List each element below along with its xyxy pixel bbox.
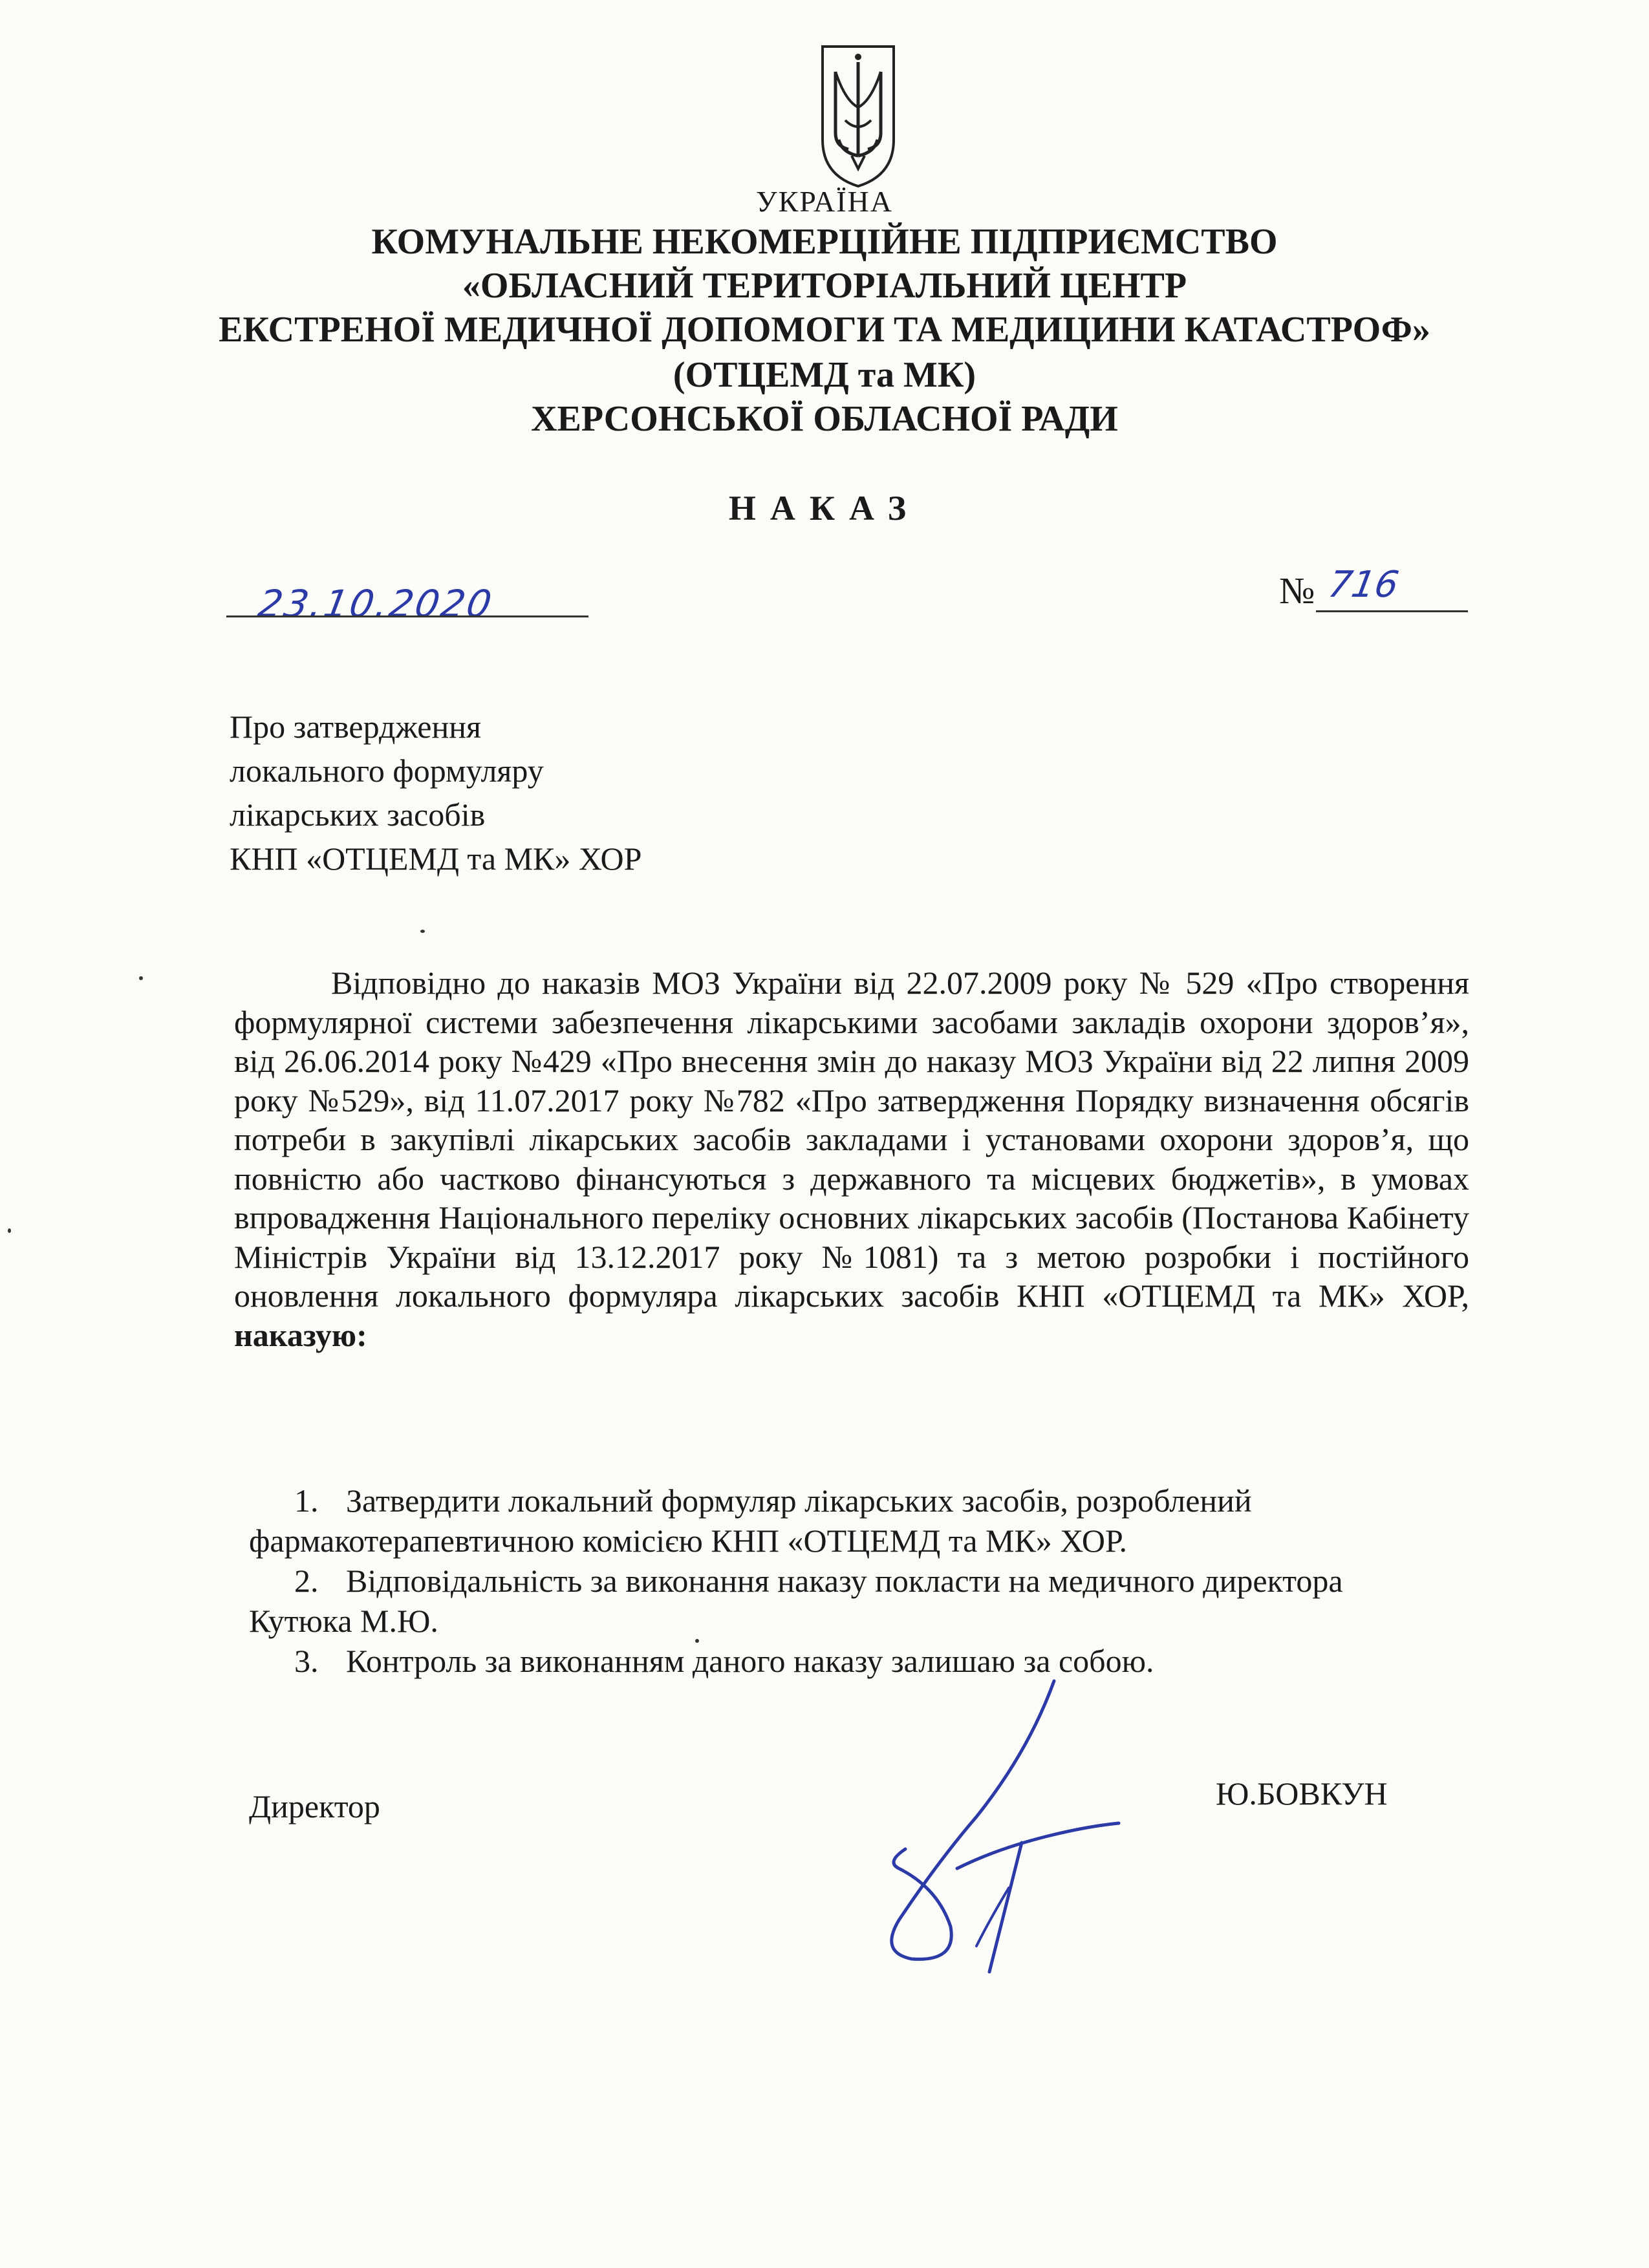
organization-line-1: КОМУНАЛЬНЕ НЕКОМЕРЦІЙНЕ ПІДПРИЄМСТВО: [371, 222, 1278, 262]
item-text: Контроль за виконанням даного наказу залишаю за собою.: [346, 1643, 1154, 1679]
item-number: 1.: [294, 1482, 319, 1519]
item-number: 2.: [294, 1563, 319, 1599]
item-text: Затвердити локальний формуляр лікарських засобів, розроблений: [346, 1482, 1252, 1519]
preamble-paragraph: [234, 963, 1469, 1354]
document-type-title: НАКАЗ: [728, 489, 921, 528]
handwritten-signature: [860, 1674, 1145, 1978]
order-word: наказую:: [234, 1316, 367, 1353]
item-number: 3.: [294, 1643, 319, 1679]
order-number-label: №: [1279, 570, 1315, 612]
order-item-1: [249, 1481, 1471, 1521]
order-item-2: [249, 1561, 1471, 1601]
order-date: 23.10.2020: [255, 582, 497, 626]
date-underline: [226, 615, 588, 617]
organization-line-3: ЕКСТРЕНОЇ МЕДИЧНОЇ ДОПОМОГИ ТА МЕДИЦИНИ КАТАСТРОФ»: [219, 310, 1430, 350]
country-name: УКРАЇНА: [756, 185, 893, 218]
order-number: 716: [1325, 564, 1402, 606]
scan-speck: [139, 976, 143, 980]
scan-speck: [420, 930, 425, 933]
subject-line: КНП «ОТЦЕМД та МК» ХОР: [230, 840, 642, 877]
subject-line: лікарських засобів: [230, 797, 486, 833]
organization-line-2: «ОБЛАСНИЙ ТЕРИТОРІАЛЬНИЙ ЦЕНТР: [462, 266, 1187, 306]
signatory-position: Директор: [249, 1788, 380, 1824]
organization-line-5: ХЕРСОНСЬКОЇ ОБЛАСНОЇ РАДИ: [531, 399, 1118, 439]
preamble-text: Відповідно до наказів МОЗ України від 22.07.2009 року № 529 «Про створення формулярної системи забезпечення лікарськими засобами закладів охорони здоров’я», від 26.06.2014 року №429 «Про внесення змін до наказу МОЗ України від 22 липня 2009 року №529», від 11.07.2017 року №782 «Про затвердження Порядку визначення обсягів потреби в закупівлі лікарських засобів закладами і установами охорони здоров’я, що повністю або частково фінансуються з державного та місцевих бюджетів», в умовах впровадження Національного переліку основних лікарських засобів (Постанова Кабінету Міністрів України від 13.12.2017 року №1081) та з метою розробки і постійного оновлення локального формуляра лікарських засобів КНП «ОТЦЕМД та МК» ХОР,: [234, 965, 1469, 1314]
item-text: Відповідальність за виконання наказу покласти на медичного директора: [346, 1563, 1343, 1599]
number-underline: [1316, 610, 1468, 612]
signatory-name: Ю.БОВКУН: [1216, 1775, 1388, 1812]
item-text-continued: фармакотерапевтичною комісією КНП «ОТЦЕМД та МК» ХОР.: [249, 1523, 1128, 1559]
coat-of-arms-emblem: [816, 43, 900, 189]
subject-line: локального формуляру: [230, 753, 544, 789]
scan-speck: [695, 1639, 699, 1643]
order-items-list: [249, 1481, 1471, 1681]
scan-speck: [8, 1228, 11, 1233]
subject-line: Про затвердження: [230, 709, 481, 745]
organization-line-4: (ОТЦЕМД та МК): [673, 355, 976, 395]
order-subject: [230, 705, 641, 881]
item-text-continued: Кутюка М.Ю.: [249, 1603, 438, 1639]
